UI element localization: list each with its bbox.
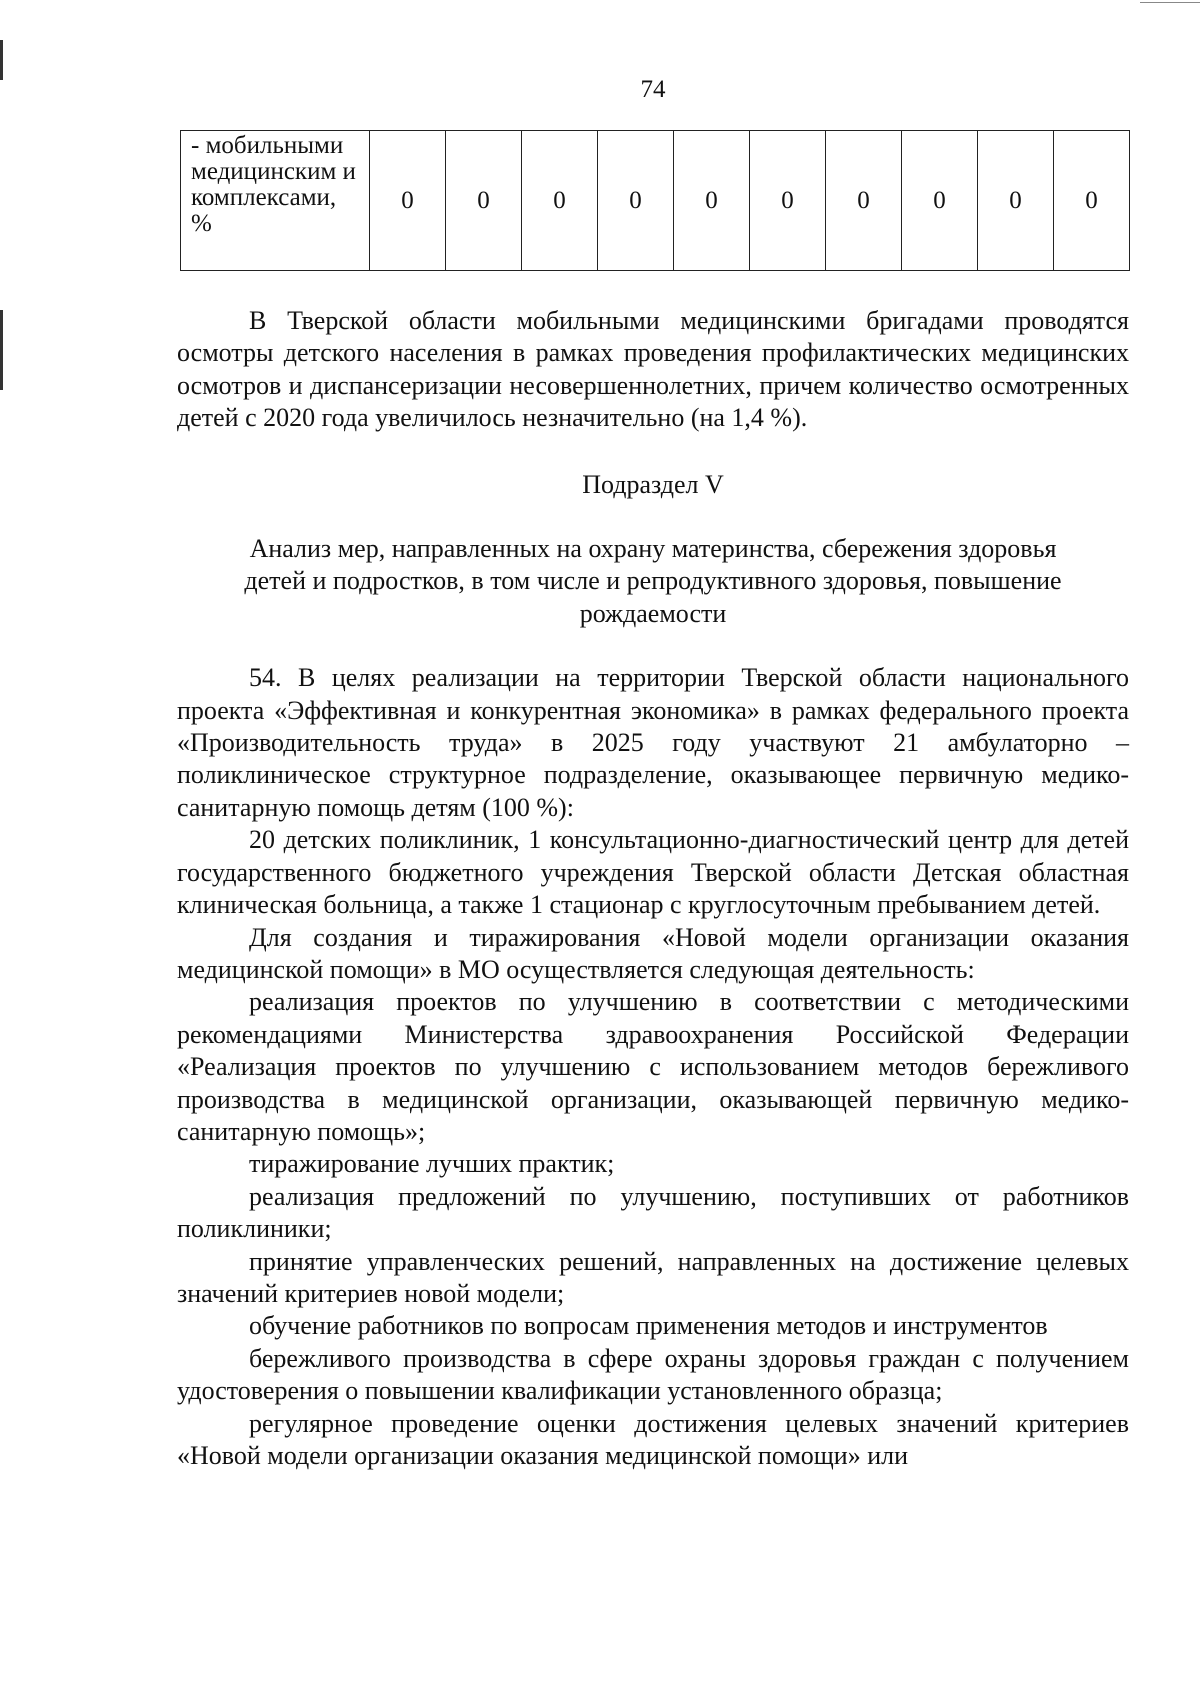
table-cell: 0 (750, 131, 826, 271)
subsection-title-line: рождаемости (579, 598, 727, 628)
table-cell: 0 (826, 131, 902, 271)
document-body (177, 305, 1129, 1472)
subsection-title-line: детей и подростков, в том числе и репродуктивного здоровья, повышение (244, 566, 1062, 596)
paragraph-clinics: 20 детских поликлиник, 1 консультационно-диагностический центр для детей государственного бюджетного учреждения Тверской области Детская областная клиническая больница, а также 1 стационар с круглосуточным пребыванием детей. (177, 825, 1129, 920)
scan-edge-mark (0, 40, 3, 80)
paragraph-projects: реализация проектов по улучшению в соответствии с методическими рекомендациями Министерства здравоохранения Российской Федерации «Реализация проектов по улучшению с использованием методов бережливого производства в медицинской организации, оказывающей первичную медико-санитарную помощь»; (177, 987, 1129, 1146)
subsection-label: Подраздел V (582, 469, 724, 499)
paragraph-proposals: реализация предложений по улучшению, поступивших от работников поликлиники; (177, 1181, 1129, 1244)
table-cell: 0 (598, 131, 674, 271)
page-number: 74 (640, 76, 666, 103)
intro-paragraph: В Тверской области мобильными медицинскими бригадами проводятся осмотры детского населения в рамках проведения профилактических медицинских осмотров и диспансеризации несовершеннолетних, причем количество осмотренных детей с 2020 года увеличилось незначительно (на 1,4 %). (177, 306, 1129, 433)
paragraph-assessment: регулярное проведение оценки достижения целевых значений критериев «Новой модели организации оказания медицинской помощи» или (177, 1408, 1129, 1470)
paragraph-training-line: обучение работников по вопросам применения методов и инструментов (249, 1311, 1048, 1341)
scan-edge-mark (0, 310, 3, 390)
table-row (181, 131, 1130, 271)
table-cell: 0 (902, 131, 978, 271)
table-cell: 0 (370, 131, 446, 271)
paragraph-training: бережливого производства в сфере охраны здоровья граждан с получением удостоверения о повышении квалификации установленного образца; (177, 1343, 1129, 1406)
table-cell: 0 (1054, 131, 1130, 271)
table-cell: 0 (674, 131, 750, 271)
subsection-title (177, 533, 1129, 630)
scan-edge-line (1140, 2, 1200, 3)
paragraph-54: 54. В целях реализации на территории Тверской области национального проекта «Эффективная и конкурентная экономика» в рамках федерального проекта «Производительность труда» в 2025 году участвуют 21 амбулаторно – поликлиническое структурное подразделение, оказывающее первичную медико-санитарную помощь детям (100 %): (177, 663, 1129, 822)
table-row-label: - мобильными медицинским и комплексами, % (181, 131, 370, 271)
table-cell: 0 (446, 131, 522, 271)
statistics-table (180, 130, 1130, 271)
subsection-title-line: Анализ мер, направленных на охрану материнства, сбережения здоровья (249, 534, 1057, 564)
table-cell: 0 (522, 131, 598, 271)
table-cell: 0 (978, 131, 1054, 271)
paragraph-decisions: принятие управленческих решений, направленных на достижение целевых значений критериев новой модели; (177, 1246, 1129, 1308)
paragraph-new-model: Для создания и тиражирования «Новой модели организации оказания медицинской помощи» в МО осуществляется следующая деятельность: (177, 922, 1129, 984)
paragraph-replication: тиражирование лучших практик; (249, 1149, 615, 1179)
